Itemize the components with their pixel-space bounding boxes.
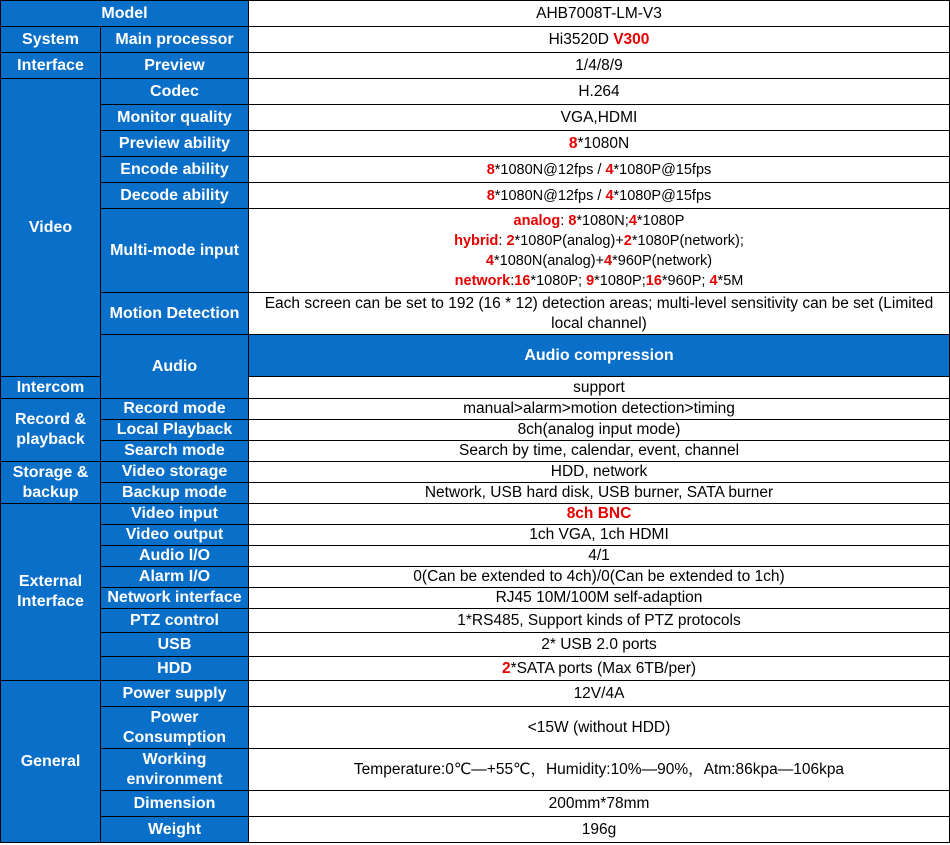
network-count-3: 16 bbox=[645, 272, 662, 289]
weight-value: 196g bbox=[249, 817, 950, 843]
row-dimension bbox=[1, 791, 950, 817]
encode-text-2: *1080P@15fps bbox=[613, 161, 712, 178]
usb-label: USB bbox=[101, 633, 249, 657]
video-output-value: 1ch VGA, 1ch HDMI bbox=[249, 525, 950, 546]
encode-ability-value bbox=[249, 157, 950, 183]
row-alarm-io bbox=[1, 567, 950, 588]
search-mode-label: Search mode bbox=[101, 441, 249, 462]
video-input-label: Video input bbox=[101, 504, 249, 525]
motion-detection-label: Motion Detection bbox=[101, 293, 249, 335]
hdd-value bbox=[249, 657, 950, 681]
model-value: AHB7008T-LM-V3 bbox=[249, 1, 950, 27]
audio-compression-label: Audio compression bbox=[249, 335, 950, 377]
row-main-processor bbox=[1, 27, 950, 53]
row-codec bbox=[1, 79, 950, 105]
analog-count-1: 8 bbox=[568, 212, 577, 229]
search-mode-value: Search by time, calendar, event, channel bbox=[249, 441, 950, 462]
intercom-label: Intercom bbox=[1, 377, 101, 399]
power-supply-value: 12V/4A bbox=[249, 681, 950, 707]
row-model bbox=[1, 1, 950, 27]
network-text-4: *5M bbox=[717, 272, 744, 289]
storage-backup-label: Storage & backup bbox=[1, 462, 101, 504]
alarm-io-value: 0(Can be extended to 4ch)/0(Can be extended to 1ch) bbox=[249, 567, 950, 588]
row-preview bbox=[1, 53, 950, 79]
hdd-label: HDD bbox=[101, 657, 249, 681]
hybrid2-count-1: 4 bbox=[485, 252, 494, 269]
row-working-environment bbox=[1, 749, 950, 791]
backup-mode-label: Backup mode bbox=[101, 483, 249, 504]
decode-count-1: 8 bbox=[486, 187, 495, 204]
row-video-input bbox=[1, 504, 950, 525]
preview-value: 1/4/8/9 bbox=[249, 53, 950, 79]
hybrid-key: hybrid bbox=[454, 232, 499, 249]
hybrid2-count-2: 4 bbox=[604, 252, 613, 269]
video-storage-value: HDD, network bbox=[249, 462, 950, 483]
video-output-label: Video output bbox=[101, 525, 249, 546]
ptz-control-label: PTZ control bbox=[101, 609, 249, 633]
codec-label: Codec bbox=[101, 79, 249, 105]
intercom-value: support bbox=[249, 377, 950, 399]
record-mode-value: manual>alarm>motion detection>timing bbox=[249, 399, 950, 420]
motion-detection-value: Each screen can be set to 192 (16 * 12) detection areas; multi-level sensitivity can be set (Limited local channel) bbox=[249, 293, 950, 335]
network-sep: : bbox=[510, 272, 515, 289]
multi-mode-network-line bbox=[252, 271, 946, 291]
analog-sep: : bbox=[560, 212, 569, 229]
network-text-3: *960P; bbox=[661, 272, 710, 289]
decode-text-1: *1080N@12fps / bbox=[494, 187, 606, 204]
encode-count-2: 4 bbox=[605, 161, 614, 178]
row-video-output bbox=[1, 525, 950, 546]
network-count-1: 16 bbox=[514, 272, 531, 289]
multi-mode-hybrid2-line bbox=[252, 251, 946, 271]
model-label: Model bbox=[1, 1, 249, 27]
processor-version: V300 bbox=[613, 30, 650, 48]
row-power-supply bbox=[1, 681, 950, 707]
dimension-label: Dimension bbox=[101, 791, 249, 817]
multi-mode-input-value bbox=[249, 209, 950, 293]
network-count-4: 4 bbox=[709, 272, 718, 289]
ptz-control-value: 1*RS485, Support kinds of PTZ protocols bbox=[249, 609, 950, 633]
preview-label: Preview bbox=[101, 53, 249, 79]
power-consumption-value: <15W (without HDD) bbox=[249, 707, 950, 749]
network-text-2: *1080P; bbox=[594, 272, 646, 289]
preview-ability-text: *1080N bbox=[577, 134, 630, 152]
decode-count-2: 4 bbox=[605, 187, 614, 204]
main-processor-value bbox=[249, 27, 950, 53]
row-multi-mode-input bbox=[1, 209, 950, 293]
codec-value: H.264 bbox=[249, 79, 950, 105]
processor-name: Hi3520D bbox=[548, 30, 614, 48]
row-hdd bbox=[1, 657, 950, 681]
row-power-consumption bbox=[1, 707, 950, 749]
decode-ability-value bbox=[249, 183, 950, 209]
decode-text-2: *1080P@15fps bbox=[613, 187, 712, 204]
row-preview-ability bbox=[1, 131, 950, 157]
row-motion-detection bbox=[1, 293, 950, 335]
hdd-text: *SATA ports (Max 6TB/per) bbox=[510, 659, 697, 677]
analog-key: analog bbox=[513, 212, 561, 229]
row-monitor-quality bbox=[1, 105, 950, 131]
audio-io-label: Audio I/O bbox=[101, 546, 249, 567]
hybrid-sep: : bbox=[498, 232, 507, 249]
row-network-interface bbox=[1, 588, 950, 609]
network-key: network bbox=[454, 272, 511, 289]
network-count-2: 9 bbox=[586, 272, 595, 289]
row-audio-io bbox=[1, 546, 950, 567]
interface-label: Interface bbox=[1, 53, 101, 79]
working-environment-label: Working environment bbox=[101, 749, 249, 791]
video-input-text: 8ch BNC bbox=[566, 505, 632, 522]
power-consumption-label: Power Consumption bbox=[101, 707, 249, 749]
hybrid-count-1: 2 bbox=[506, 232, 515, 249]
main-processor-label: Main processor bbox=[101, 27, 249, 53]
monitor-quality-label: Monitor quality bbox=[101, 105, 249, 131]
audio-io-value: 4/1 bbox=[249, 546, 950, 567]
video-input-value bbox=[249, 504, 950, 525]
video-storage-label: Video storage bbox=[101, 462, 249, 483]
row-record-mode bbox=[1, 399, 950, 420]
monitor-quality-value: VGA,HDMI bbox=[249, 105, 950, 131]
record-playback-label: Record & playback bbox=[1, 399, 101, 462]
row-encode-ability bbox=[1, 157, 950, 183]
record-mode-label: Record mode bbox=[101, 399, 249, 420]
working-environment-value: Temperature:0℃—+55℃，Humidity:10%—90%，Atm:86kpa—106kpa bbox=[249, 749, 950, 791]
video-label: Video bbox=[1, 79, 101, 377]
preview-ability-count: 8 bbox=[568, 134, 578, 152]
analog-text-2: *1080P bbox=[636, 212, 685, 229]
hdd-count: 2 bbox=[501, 659, 511, 677]
encode-count-1: 8 bbox=[486, 161, 495, 178]
row-backup-mode bbox=[1, 483, 950, 504]
preview-ability-value bbox=[249, 131, 950, 157]
alarm-io-label: Alarm I/O bbox=[101, 567, 249, 588]
network-interface-value: RJ45 10M/100M self-adaption bbox=[249, 588, 950, 609]
row-video-storage bbox=[1, 462, 950, 483]
weight-label: Weight bbox=[101, 817, 249, 843]
usb-value: 2* USB 2.0 ports bbox=[249, 633, 950, 657]
local-playback-label: Local Playback bbox=[101, 420, 249, 441]
hybrid2-text-2: *960P(network) bbox=[612, 252, 713, 269]
external-interface-label: External Interface bbox=[1, 504, 101, 681]
multi-mode-hybrid-line bbox=[252, 231, 946, 251]
decode-ability-label: Decode ability bbox=[101, 183, 249, 209]
hybrid2-text-1: *1080N(analog)+ bbox=[494, 252, 605, 269]
row-search-mode bbox=[1, 441, 950, 462]
analog-text-1: *1080N; bbox=[576, 212, 629, 229]
encode-text-1: *1080N@12fps / bbox=[494, 161, 606, 178]
row-audio-compression bbox=[1, 335, 950, 377]
preview-ability-label: Preview ability bbox=[101, 131, 249, 157]
network-text-1: *1080P; bbox=[530, 272, 587, 289]
row-ptz-control bbox=[1, 609, 950, 633]
general-label: General bbox=[1, 681, 101, 843]
dimension-value: 200mm*78mm bbox=[249, 791, 950, 817]
row-usb bbox=[1, 633, 950, 657]
analog-count-2: 4 bbox=[628, 212, 637, 229]
multi-mode-input-label: Multi-mode input bbox=[101, 209, 249, 293]
system-label: System bbox=[1, 27, 101, 53]
multi-mode-analog-line bbox=[252, 211, 946, 231]
encode-ability-label: Encode ability bbox=[101, 157, 249, 183]
backup-mode-value: Network, USB hard disk, USB burner, SATA burner bbox=[249, 483, 950, 504]
hybrid-text-1: *1080P(analog)+ bbox=[514, 232, 624, 249]
hybrid-count-2: 2 bbox=[623, 232, 632, 249]
row-decode-ability bbox=[1, 183, 950, 209]
audio-label: Audio bbox=[101, 335, 249, 399]
local-playback-value: 8ch(analog input mode) bbox=[249, 420, 950, 441]
power-supply-label: Power supply bbox=[101, 681, 249, 707]
row-weight bbox=[1, 817, 950, 843]
hybrid-text-2: *1080P(network); bbox=[631, 232, 744, 249]
row-local-playback bbox=[1, 420, 950, 441]
network-interface-label: Network interface bbox=[101, 588, 249, 609]
